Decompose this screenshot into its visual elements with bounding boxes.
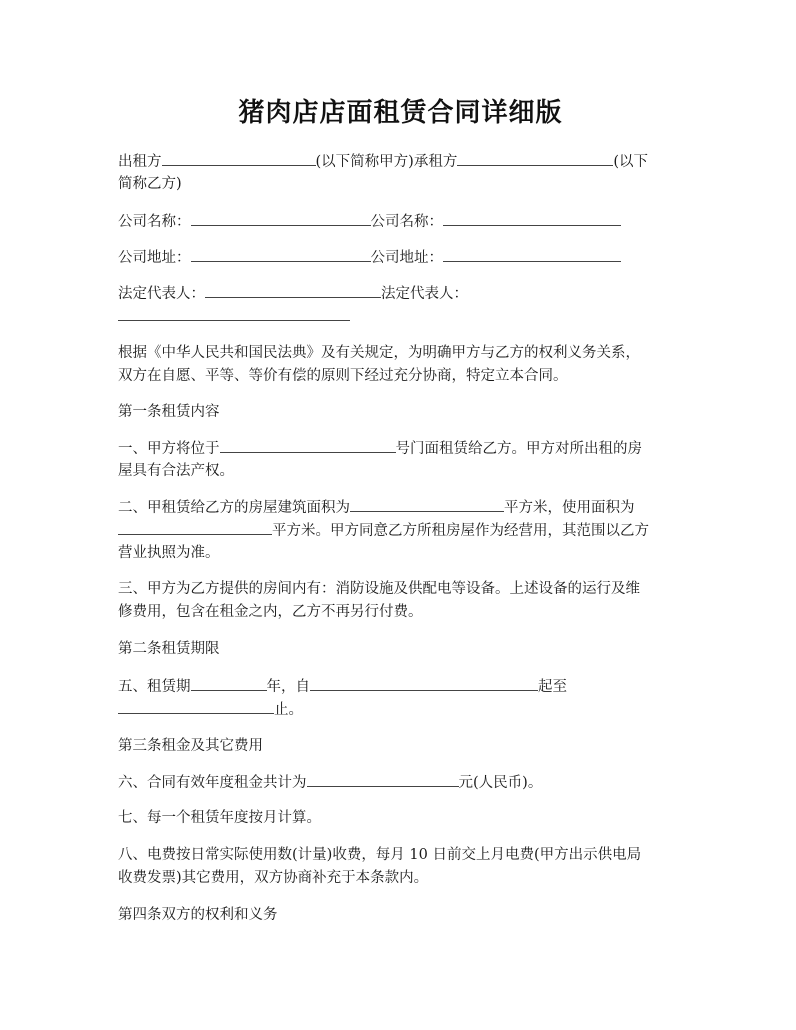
- item2-text-a: 二、甲租赁给乙方的房屋建筑面积为: [118, 500, 350, 516]
- article-1-heading: 第一条租赁内容: [118, 404, 220, 420]
- article-1-item-2-cont: [118, 519, 683, 543]
- article-2-item-5: [118, 675, 683, 699]
- article-3-heading: 第三条租金及其它费用: [118, 738, 263, 754]
- article-2-heading: 第二条租赁期限: [118, 641, 220, 657]
- legal-rep-line: [118, 282, 683, 306]
- item6-text-a: 六、合同有效年度租金共计为: [118, 775, 307, 791]
- preamble-line-1: 根据《中华人民共和国民法典》及有关规定，为明确甲方与乙方的权利义务关系，: [118, 345, 640, 361]
- lessee-blank[interactable]: [457, 150, 613, 166]
- company-address-blank-a[interactable]: [191, 246, 371, 262]
- article-3-item-7: 七、每一个租赁年度按月计算。: [118, 810, 321, 826]
- company-address-label-b: 公司地址：: [370, 250, 443, 266]
- article-3-item-6: [118, 771, 683, 795]
- lessor-note: (以下简称甲方)承租方: [315, 154, 458, 170]
- legal-rep-blank-b[interactable]: [118, 305, 350, 321]
- location-blank[interactable]: [220, 437, 396, 453]
- item5-text-a: 五、租赁期: [118, 679, 191, 695]
- end-date-blank[interactable]: [118, 698, 274, 714]
- item5-text-d: 止。: [274, 702, 303, 718]
- article-3-item-8: 八、电费按日常实际使用数(计量)收费，每月 10 日前交上月电费(甲方出示供电局: [118, 847, 642, 863]
- article-3-item-8-cont: 收费发票)其它费用，双方协商补充于本条款内。: [118, 870, 429, 886]
- company-address-label-a: 公司地址：: [118, 250, 191, 266]
- lease-years-blank[interactable]: [191, 675, 267, 691]
- document-title: 猪肉店店面租赁合同详细版: [238, 98, 563, 128]
- item1-text-a: 一、甲方将位于: [118, 441, 220, 457]
- legal-rep-label-b: 法定代表人：: [381, 286, 468, 302]
- parties-line-2: 简称乙方): [118, 176, 182, 192]
- company-name-label-b: 公司名称：: [370, 214, 443, 230]
- article-2-item-5-cont: [118, 698, 683, 722]
- article-1-item-3: 三、甲方为乙方提供的房间内有：消防设施及供配电等设备。上述设备的运行及维: [118, 581, 640, 597]
- rent-amount-blank[interactable]: [307, 771, 459, 787]
- lessor-label: 出租方: [118, 154, 162, 170]
- preamble-line-2: 双方在自愿、平等、等价有偿的原则下经过充分协商，特定立本合同。: [118, 368, 568, 384]
- start-date-blank[interactable]: [310, 675, 538, 691]
- item5-text-b: 年，自: [266, 679, 310, 695]
- company-name-blank-a[interactable]: [191, 210, 371, 226]
- legal-rep-label-a: 法定代表人：: [118, 286, 205, 302]
- article-1-item-2-end: 营业执照为准。: [118, 545, 220, 561]
- article-1-item-2: [118, 496, 683, 520]
- article-1-item-1-cont: 屋具有合法产权。: [118, 463, 234, 479]
- company-name-label-a: 公司名称：: [118, 214, 191, 230]
- item2-text-b: 平方米，使用面积为: [504, 500, 635, 516]
- item1-text-b: 号门面租赁给乙方。甲方对所出租的房: [395, 441, 642, 457]
- item5-text-c: 起至: [538, 679, 567, 695]
- company-address-line: [118, 246, 683, 270]
- article-4-heading: 第四条双方的权利和义务: [118, 907, 278, 923]
- company-name-line: [118, 210, 683, 234]
- usable-area-blank[interactable]: [118, 519, 272, 535]
- legal-rep-line-2: [118, 305, 683, 329]
- building-area-blank[interactable]: [350, 496, 504, 512]
- lessee-note: (以下: [613, 154, 648, 170]
- item6-text-b: 元(人民币)。: [458, 775, 543, 791]
- article-1-item-3-cont: 修费用，包含在租金之内，乙方不再另行付费。: [118, 604, 423, 620]
- company-address-blank-b[interactable]: [443, 246, 621, 262]
- article-1-item-1: [118, 437, 683, 461]
- legal-rep-blank-a[interactable]: [205, 282, 381, 298]
- parties-line-1: [118, 150, 683, 174]
- company-name-blank-b[interactable]: [443, 210, 621, 226]
- lessor-blank[interactable]: [162, 150, 316, 166]
- item2-text-c: 平方米。甲方同意乙方所租房屋作为经营用，其范围以乙方: [272, 523, 649, 539]
